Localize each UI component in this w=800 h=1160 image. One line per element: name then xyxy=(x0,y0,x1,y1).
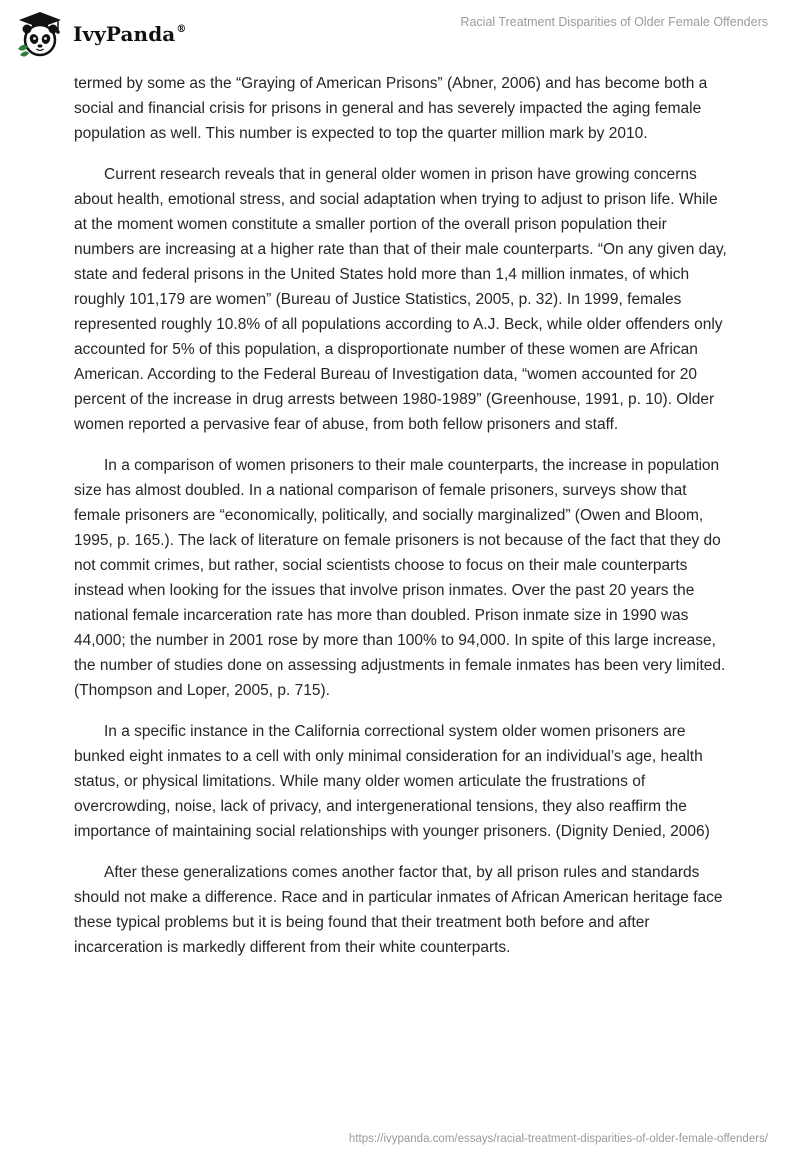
paragraph: In a specific instance in the California correctional system older women prisoners are bunked eight inmates to a cell with only minimal consideration for an individual’s age, health status, or physical limitations. While many older women articulate the frustrations of overcrowding, noise, lack of privacy, and intergenerational tensions, they also reaffirm the importance of maintaining social relationships with younger prisoners. (Dignity Denied, 2006) xyxy=(74,723,710,840)
paragraph: Current research reveals that in general older women in prison have growing concerns about health, emotional stress, and social adaptation when trying to adjust to prison life. While at the moment women constitute a smaller portion of the overall prison population their numbers are increasing at a higher rate than that of their male counterparts. “On any given day, state and federal prisons in the United States hold more than 1,4 million inmates, of which roughly 101,179 are women” (Bureau of Justice Statistics, 2005, p. 32). In 1999, females represented roughly 10.8% of all populations according to A.J. Beck, while older offenders only accounted for 5% of this population, a disproportionate number of these women are African American. According to the Federal Bureau of Investigation data, “women accounted for 20 percent of the increase in drug arrests between 1980-1989” (Greenhouse, 1991, p. 10). Older women reported a pervasive fear of abuse, from both fellow prisoners and staff. xyxy=(74,166,727,433)
brand-text: IvyPanda xyxy=(73,22,176,46)
essay-body xyxy=(74,71,728,976)
paragraph: termed by some as the “Graying of American Prisons” (Abner, 2006) and has become both a social and financial crisis for prisons in general and has severely impacted the aging female population as well. This number is expected to top the quarter million mark by 2010. xyxy=(74,75,708,142)
paragraph: After these generalizations comes another factor that, by all prison rules and standards should not make a difference. Race and in particular inmates of African American heritage face these typical problems but it is being found that their treatment both before and after incarceration is markedly different from their white counterparts. xyxy=(74,864,723,956)
brand-name xyxy=(73,22,186,46)
source-url[interactable]: https://ivypanda.com/essays/racial-treatment-disparities-of-older-female-offenders/ xyxy=(348,1133,768,1145)
registered-mark: ® xyxy=(176,24,187,35)
document-title: Racial Treatment Disparities of Older Female Offenders xyxy=(460,15,768,29)
page-header xyxy=(0,0,800,66)
ivypanda-logo[interactable] xyxy=(14,9,186,59)
paragraph: In a comparison of women prisoners to their male counterparts, the increase in population size has almost doubled. In a national comparison of female prisoners, surveys show that female prisoners are “economically, politically, and socially marginalized” (Owen and Bloom, 1995, p. 165.). The lack of literature on female prisoners is not because of the fact that they do not commit crimes, but rather, social scientists choose to focus on their male counterparts instead when looking for the issues that involve prison inmates. Over the past 20 years the national female incarceration rate has more than doubled. Prison inmate size in 1990 was 44,000; the number in 2001 rose by more than 100% to 94,000. In spite of this large increase, the number of studies done on assessing adjustments in female inmates has been very limited. (Thompson and Loper, 2005, p. 715). xyxy=(74,457,726,699)
panda-graduation-cap-icon xyxy=(14,9,66,59)
